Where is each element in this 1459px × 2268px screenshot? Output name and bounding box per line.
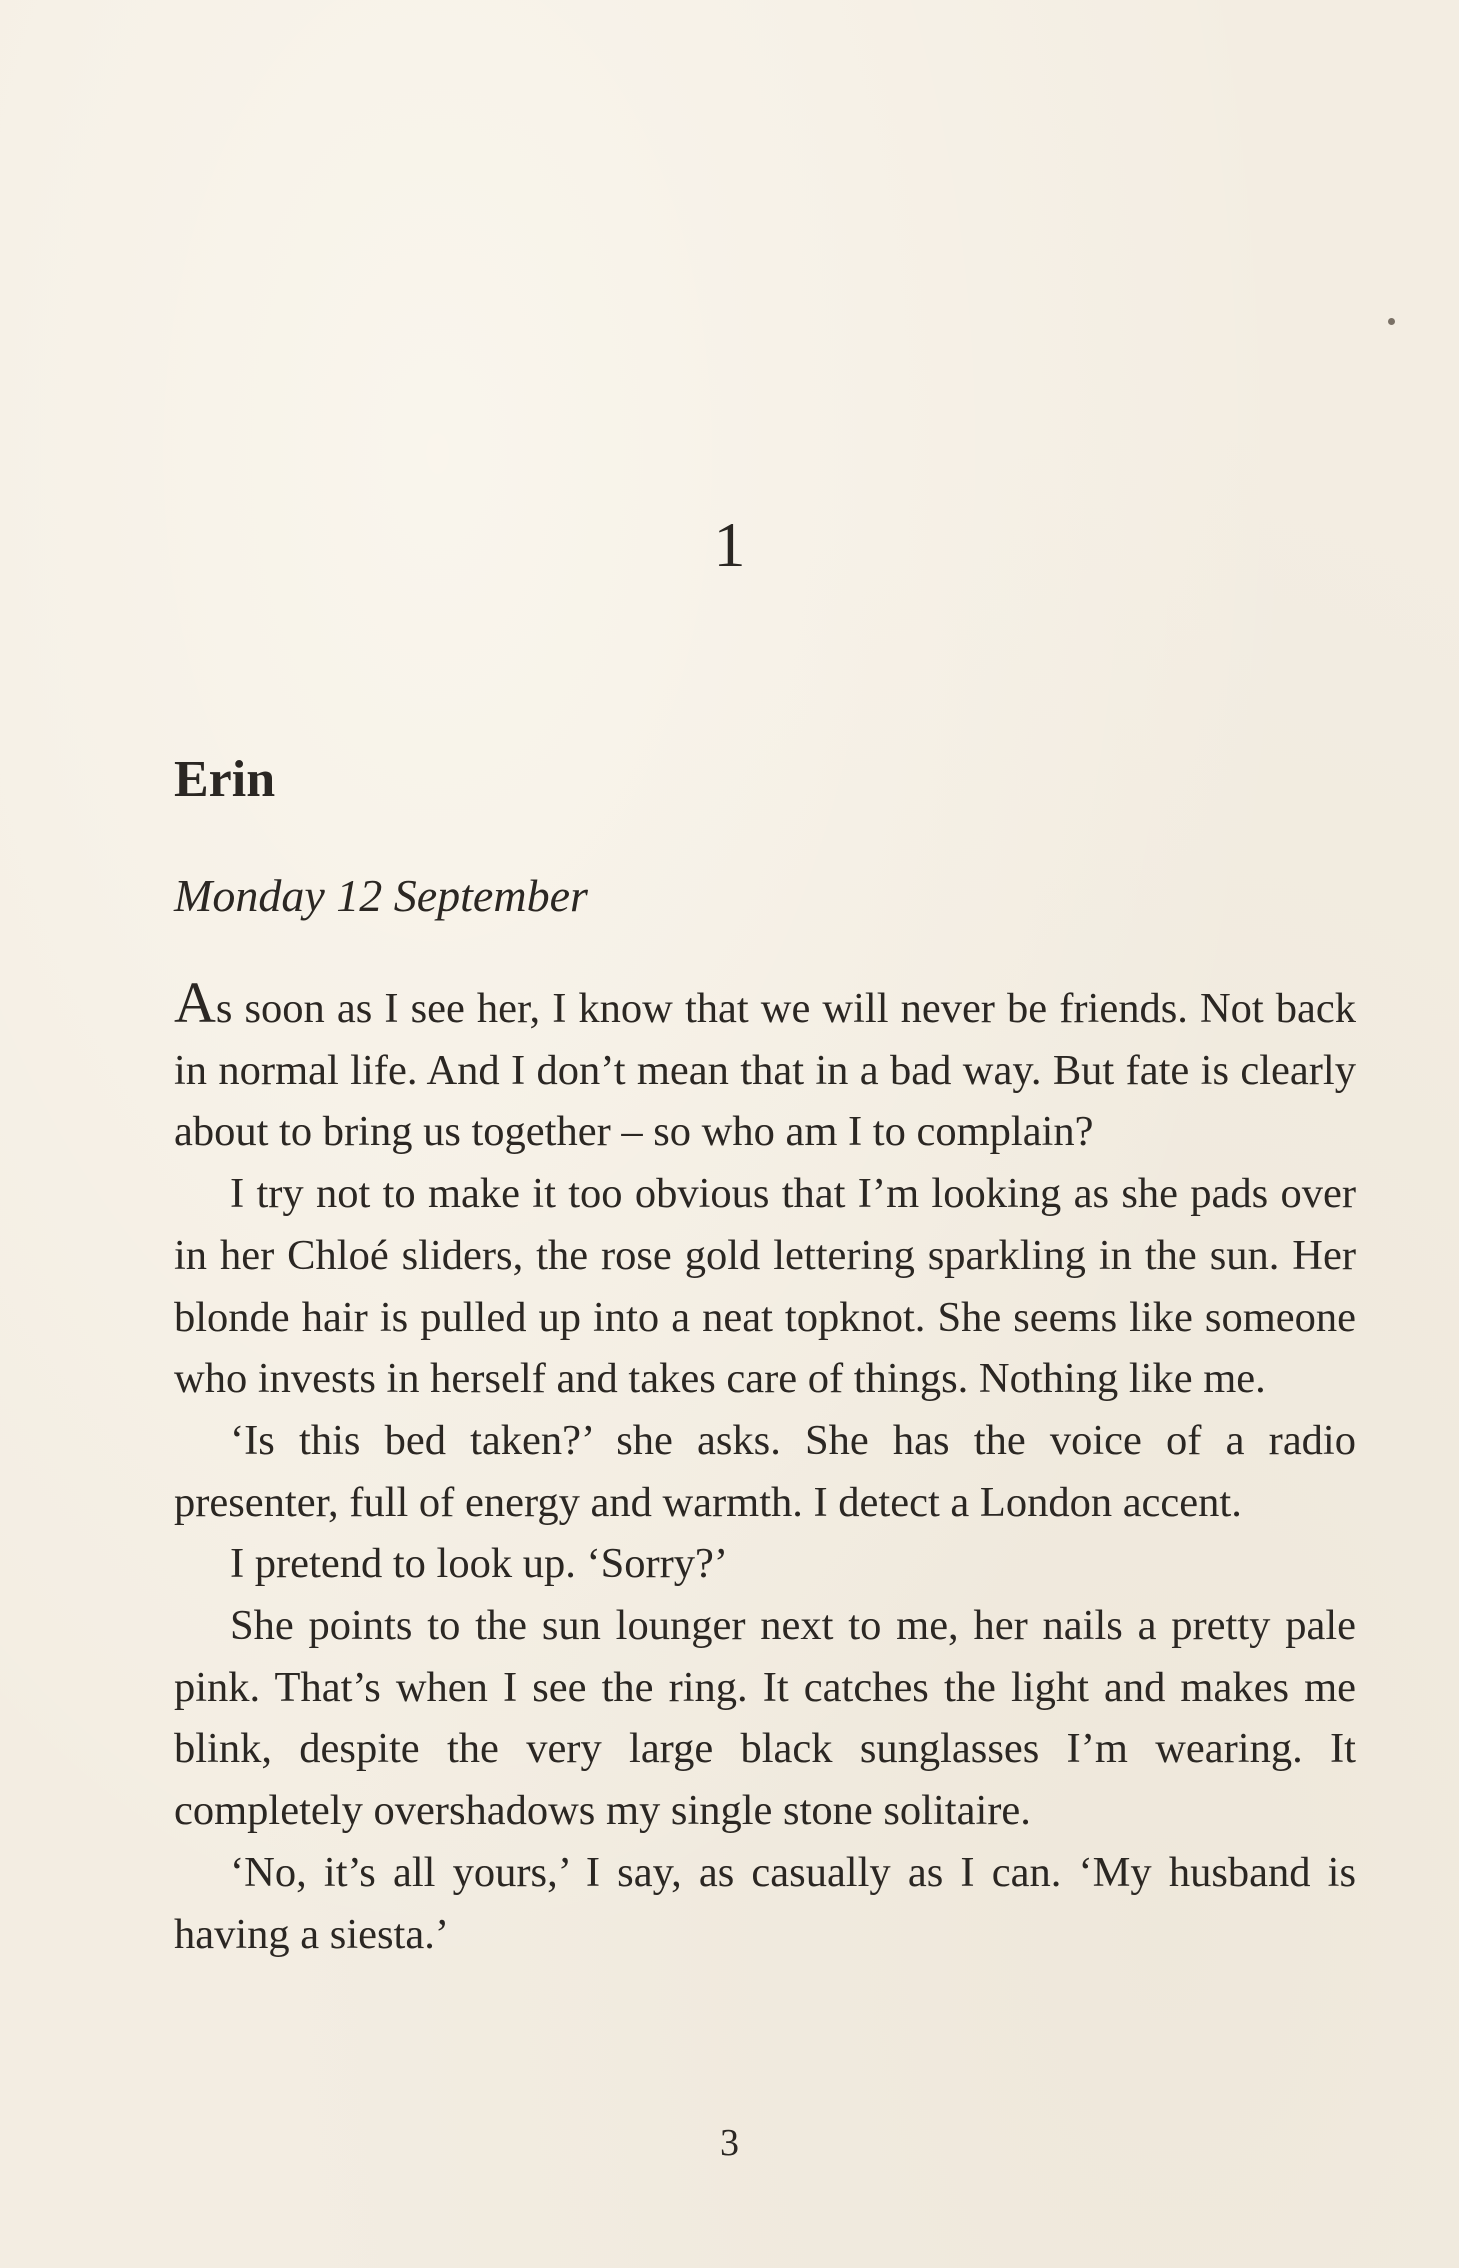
chapter-number: 1 xyxy=(713,509,746,580)
opening-letter: A xyxy=(174,970,216,1035)
paper-speck xyxy=(1388,318,1395,325)
body-text xyxy=(174,970,1356,1965)
page-number: 3 xyxy=(720,2122,739,2164)
paragraph: I pretend to look up. ‘Sorry?’ xyxy=(230,1540,729,1588)
paragraph: She points to the sun lounger next to me, her nails a pretty pale pink. That’s when I see the ring. It catches the light and makes me blink, despite the very large black sunglasses I’m wearing. It completely overshadows my single stone solitaire. xyxy=(174,1602,1356,1835)
paragraph: ‘No, it’s all yours,’ I say, as casually as I can. ‘My husband is having a siesta.’ xyxy=(174,1848,1356,1958)
paragraph: ‘Is this bed taken?’ she asks. She has the voice of a radio presenter, full of energy and warmth. I detect a London accent. xyxy=(174,1416,1356,1526)
chapter-title: Erin xyxy=(174,751,276,808)
paragraph: I try not to make it too obvious that I’m looking as she pads over in her Chloé sliders, the rose gold lettering sparkling in the sun. Her blonde hair is pulled up into a neat topknot. She seems like someone who invests in herself and takes care of things. Nothing like me. xyxy=(174,1170,1356,1403)
first-paragraph-text xyxy=(174,970,1356,1156)
paragraph xyxy=(174,970,1356,1163)
opening-text: s soon as I see her, I know that we will never be friends. Not back in normal life. And I don’t mean that in a bad way. But fate is clearly about to bring us together – so who am I to complain? xyxy=(174,985,1356,1156)
chapter-date: Monday 12 September xyxy=(174,870,588,921)
